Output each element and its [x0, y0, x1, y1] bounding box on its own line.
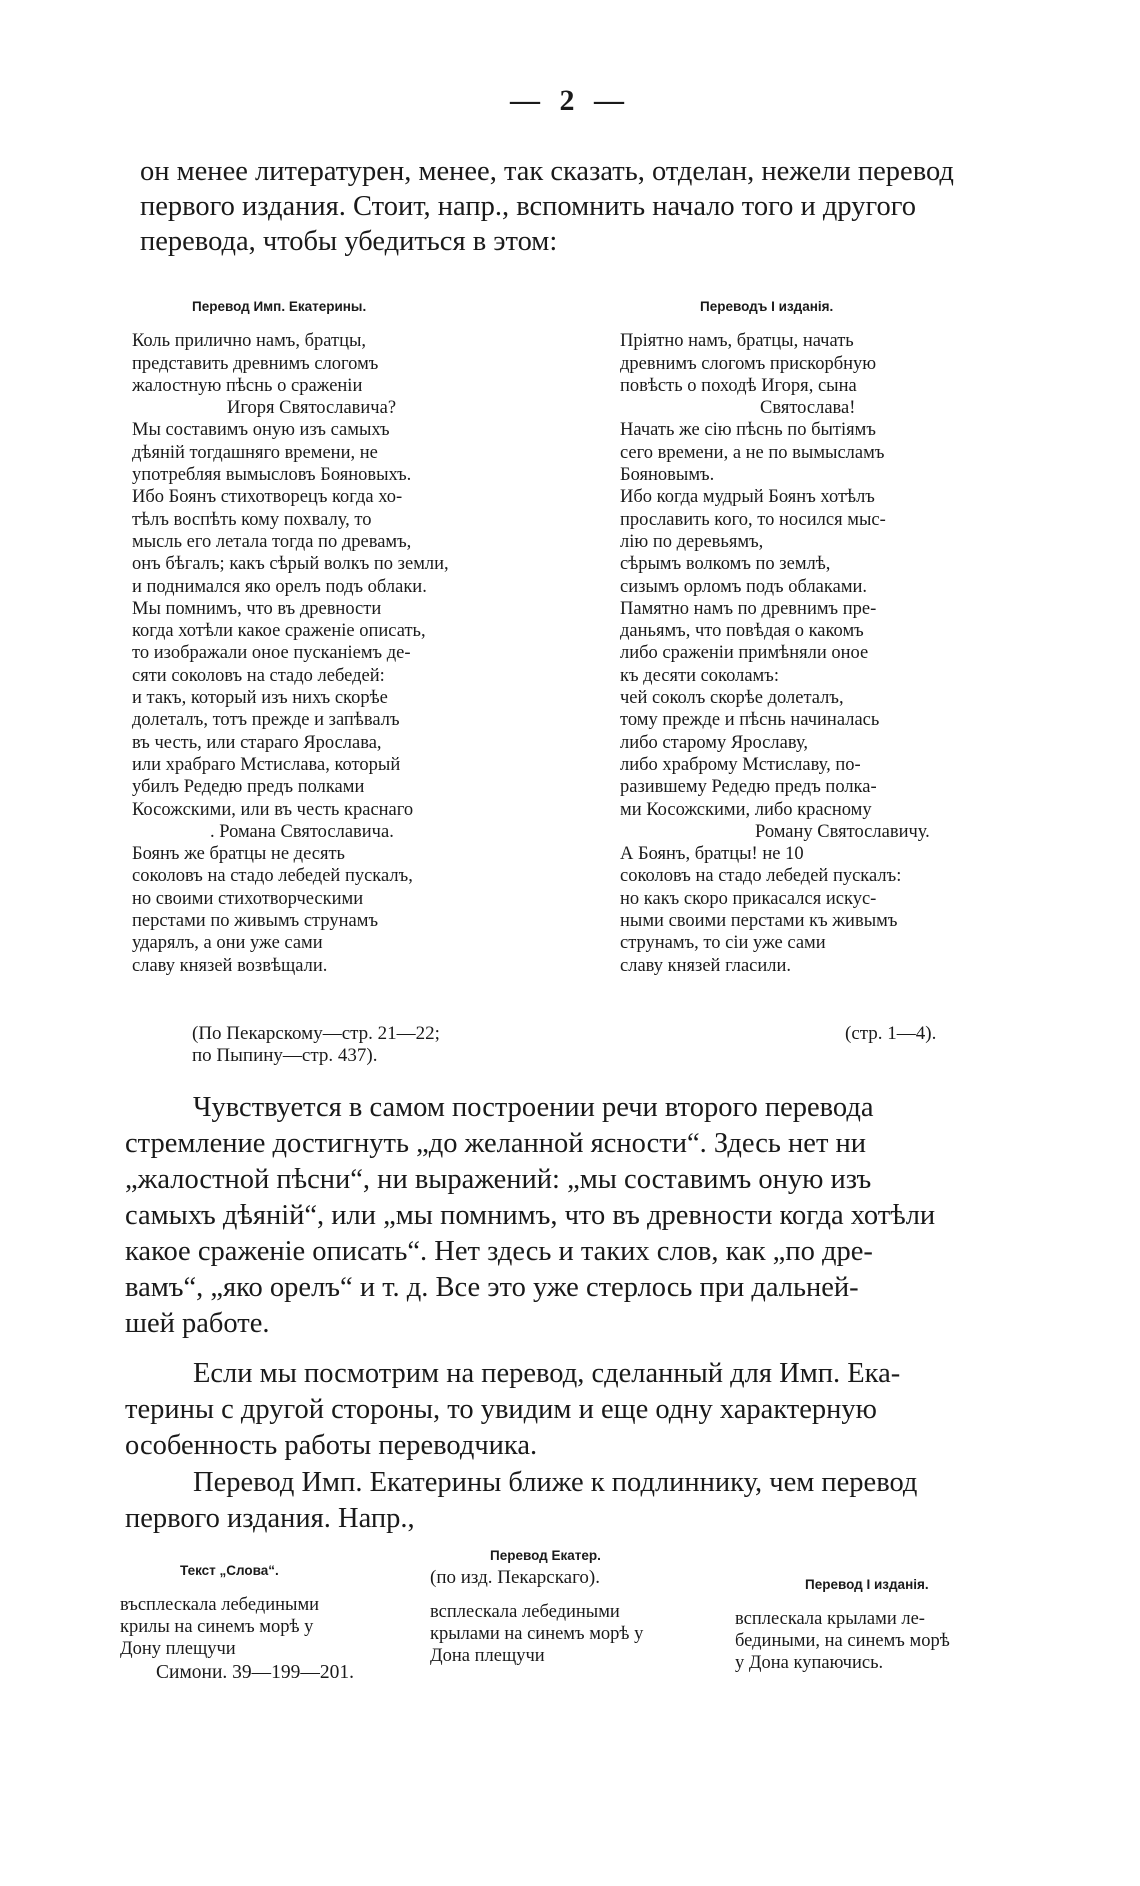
body-paragraph	[125, 1465, 1035, 1537]
verse-line: соколовъ на стадо лебедей пускалъ:	[620, 866, 902, 887]
verse-line: представить древнимъ слогомъ	[132, 353, 379, 374]
verse-line: Коль прилично намъ, братцы,	[132, 331, 367, 352]
verse-line: повѣсть о походѣ Игоря, сына	[620, 375, 857, 396]
citation-line: (По Пекарскому—стр. 21—22;	[192, 1023, 440, 1044]
verse-line: славу князей возвѣщали.	[132, 955, 328, 976]
text-line: стремление достигнуть „до желанной ясности“. Здесь нет ни	[125, 1128, 867, 1159]
text-line: „жалостной пѣсни“, ни выражений: „мы составимъ оную изъ	[125, 1164, 872, 1195]
verse-line: и такъ, который изъ нихъ скорѣе	[132, 688, 388, 709]
left-translation-column	[132, 296, 542, 977]
verse-line: Мы составимъ оную изъ самыхъ	[132, 420, 390, 441]
first-edition-column	[735, 1574, 950, 1674]
text-line: вамъ“, „яко орелъ“ и т. д. Все это уже стерлось при дальней-	[125, 1272, 859, 1303]
verse-line: Святослава!	[760, 398, 856, 419]
text-line: Чувствуется в самом построении речи второго перевода	[193, 1092, 874, 1123]
verse-line: Памятно намъ по древнимъ пре-	[620, 598, 877, 619]
verse-line: перстами по живымъ струнамъ	[132, 911, 379, 932]
verse-line: соколовъ на стадо лебедей пускалъ,	[132, 866, 413, 887]
text-line: терины с другой стороны, то увидим и еще одну характерную	[125, 1394, 877, 1425]
text-line: въсплескала лебедиными	[120, 1595, 320, 1615]
verse-line: разившему Редедю предъ полка-	[620, 777, 877, 798]
verse-line: славу князей гласили.	[620, 955, 792, 976]
verse-line: мысль его летала тогда по древамъ,	[132, 531, 412, 552]
verse-line: употребляя вымысловъ Бояновыхъ.	[132, 465, 412, 486]
left-column-heading: Перевод Имп. Екатерины.	[192, 299, 367, 314]
verse-line: но какъ скоро прикасался искус-	[620, 888, 877, 909]
verse-line: прославить кого, то носился мыс-	[620, 509, 886, 530]
verse-line: Роману Святославичу.	[755, 821, 930, 842]
verse-line: онъ бѣгалъ; какъ сѣрый волкъ по земли,	[132, 554, 449, 575]
right-translation-column	[620, 296, 1020, 977]
text-line: крылами на синемъ морѣ у	[430, 1624, 644, 1644]
verse-line: въ честь, или стараго Ярослава,	[132, 732, 382, 753]
verse-line: тѣлъ воспѣть кому похвалу, то	[132, 509, 372, 530]
text-line: особенность работы переводчика.	[125, 1430, 538, 1461]
verse-line: тому прежде и пѣснь начиналась	[620, 710, 880, 731]
verse-line: сего времени, а не по вымысламъ	[620, 442, 885, 463]
right-column-citation	[845, 1023, 936, 1045]
verse-line: . Романа Святославича.	[210, 821, 394, 842]
verse-line: чей соколъ скорѣе долеталъ,	[620, 688, 844, 709]
verse-line: долеталъ, тотъ прежде и запѣвалъ	[132, 710, 400, 731]
verse-line: Бояновымъ.	[620, 465, 715, 486]
verse-line: лію по деревьямъ,	[620, 531, 764, 552]
verse-line: ми Косожскими, либо красному	[620, 799, 872, 820]
verse-line: Пріятно намъ, братцы, начать	[620, 331, 854, 352]
verse-line: убилъ Редедю предъ полками	[132, 777, 365, 798]
verse-line: Игоря Святославича?	[227, 398, 397, 419]
verse-line: сѣрымъ волкомъ по землѣ,	[620, 554, 831, 575]
verse-line: струнамъ, то сіи уже сами	[620, 933, 826, 954]
verse-line: къ десяти соколамъ:	[620, 665, 779, 686]
verse-line: или храбраго Мстислава, который	[132, 754, 401, 775]
text-line: Если мы посмотрим на перевод, сделанный для Имп. Ека-	[193, 1358, 901, 1389]
intro-paragraph	[140, 154, 1045, 259]
verse-line: Мы помнимъ, что въ древности	[132, 598, 382, 619]
verse-line: сяти соколовъ на стадо лебедей:	[132, 665, 385, 686]
verse-line: Ибо когда мудрый Боянъ хотѣлъ	[620, 487, 875, 508]
text-line: шей работе.	[125, 1308, 270, 1339]
verse-line: ударялъ, а они уже сами	[132, 933, 323, 954]
original-text-citation: Симони. 39—199—201.	[156, 1662, 355, 1683]
text-line: Перевод Имп. Екатерины ближе к подлиннику, чем перевод	[193, 1467, 918, 1498]
verse-line: Начать же сію пѣснь по бытіямъ	[620, 420, 876, 441]
text-line: всплескала крылами ле-	[735, 1609, 925, 1629]
body-paragraph	[125, 1356, 1035, 1464]
verse-line: Боянъ же братцы не десять	[132, 844, 345, 865]
verse-line: когда хотѣли какое сраженіе описать,	[132, 621, 426, 642]
catherine-translation-heading: Перевод Екатер.	[490, 1548, 601, 1563]
original-text-heading: Текст „Слова“.	[180, 1563, 279, 1578]
text-line: бедиными, на синемъ морѣ	[735, 1631, 950, 1651]
verse-line: либо храброму Мстиславу, по-	[620, 754, 861, 775]
verse-line: Косожскими, или въ честь краснаго	[132, 799, 414, 820]
catherine-translation-column	[430, 1545, 643, 1667]
verse-line: древнимъ слогомъ прискорбную	[620, 353, 877, 374]
text-line: самыхъ дѣяній“, или „мы помнимъ, что въ древности когда хотѣли	[125, 1200, 936, 1231]
text-line: крилы на синемъ морѣ у	[120, 1617, 314, 1637]
citation-line: (стр. 1—4).	[845, 1023, 937, 1044]
verse-line: дѣяній тогдашняго времени, не	[132, 442, 378, 463]
left-column-citation	[192, 1023, 440, 1067]
text-line: перевода, чтобы убедиться в этом:	[140, 226, 558, 257]
verse-line: Ибо Боянъ стихотворецъ когда хо-	[132, 487, 403, 508]
catherine-translation-subheading: (по изд. Пекарскаго).	[430, 1567, 600, 1588]
text-line: первого издания. Стоит, напр., вспомнить начало того и другого	[140, 191, 916, 222]
text-line: всплескала лебедиными	[430, 1602, 620, 1622]
text-line: он менее литературен, менее, так сказать, отделан, нежели перевод	[140, 156, 954, 187]
verse-line: но своими стихотворческими	[132, 888, 364, 909]
verse-line: либо сраженіи примѣняли оное	[620, 643, 869, 664]
page-number: — 2 —	[510, 84, 630, 117]
verse-line: жалостную пѣснь о сраженіи	[132, 375, 363, 396]
text-line: Дону плещучи	[120, 1639, 236, 1659]
first-edition-heading: Перевод I изданія.	[805, 1577, 929, 1592]
text-line: какое сраженіе описать“. Нет здесь и таких слов, как „по дре-	[125, 1236, 873, 1267]
verse-line: и поднимался яко орелъ подъ облаки.	[132, 576, 427, 597]
verse-line: то изображали оное пусканіемъ де-	[132, 643, 411, 664]
original-text-column	[120, 1560, 354, 1684]
verse-line: А Боянъ, братцы! не 10	[620, 844, 804, 865]
verse-line: либо старому Ярославу,	[620, 732, 808, 753]
citation-line: по Пыпину—стр. 437).	[192, 1045, 378, 1066]
verse-line: сизымъ орломъ подъ облаками.	[620, 576, 868, 597]
verse-line: ными своими перстами къ живымъ	[620, 911, 898, 932]
text-line: у Дона купаючись.	[735, 1653, 884, 1673]
right-column-heading: Переводъ I изданія.	[700, 299, 834, 314]
text-line: Дона плещучи	[430, 1646, 545, 1666]
verse-line: даньямъ, что повѣдая о какомъ	[620, 621, 864, 642]
text-line: первого издания. Напр.,	[125, 1503, 415, 1534]
body-paragraph	[125, 1090, 1035, 1342]
